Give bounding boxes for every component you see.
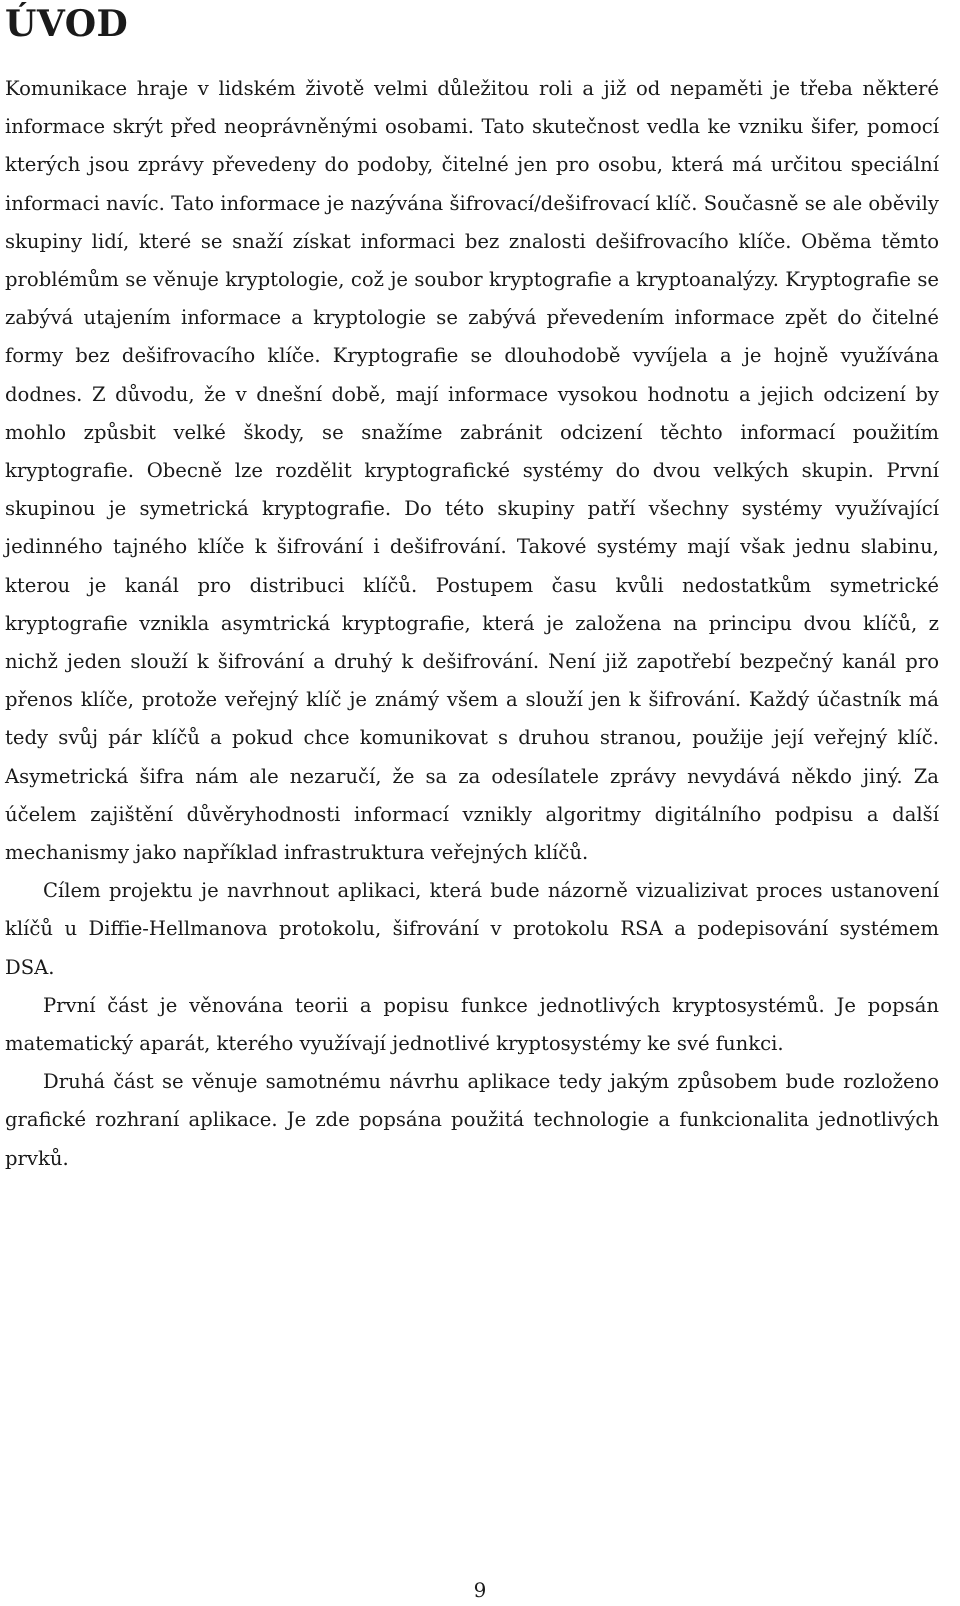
paragraph-part-one: První část je věnována teorii a popisu funkce jednotlivých kryptosystémů. Je popsán matematický aparát, kterého využívají jednotlivé kryptosystémy ke své funkci. <box>5 993 939 1056</box>
page-number: 9 <box>473 1578 487 1602</box>
paragraph-part-two: Druhá část se věnuje samotnému návrhu aplikace tedy jakým způsobem bude rozloženo grafické rozhraní aplikace. Je zde popsána použitá technologie a funkcionalita jednotlivých prvků. <box>5 1070 939 1170</box>
paragraph-goal: Cílem projektu je navrhnout aplikaci, která bude názorně vizualizivat proces ustanovení klíčů u Diffie-Hellmanova protokolu, šifrování v protokolu RSA a podepisování systémem DSA. <box>5 879 939 979</box>
section-heading: ÚVOD <box>5 3 129 45</box>
paragraph-intro: Komunikace hraje v lidském životě velmi důležitou roli a již od nepaměti je třeba některé informace skrýt před neoprávněnými osobami. Tato skutečnost vedla ke vzniku šifer, pomocí kterých jsou zprávy převedeny do podoby, čitelné jen pro osobu, která má určitou speciální informaci navíc. Tato informace je nazývána šifrovací/dešifrovací klíč. Současně se ale oběvily skupiny lidí, které se snaží získat informaci bez znalosti dešifrovacího klíče. Oběma těmto problémům se věnuje kryptologie, což je soubor kryptografie a kryptoanalýzy. Kryptografie se zabývá utajením informace a kryptologie se zabývá převedením informace zpět do čitelné formy bez dešifrovacího klíče. Kryptografie se dlouhodobě vyvíjela a je hojně využívána dodnes. Z důvodu, že v dnešní době, mají informace vysokou hodnotu a jejich odcizení by mohlo způsbit velké škody, se snažíme zabránit odcizení těchto informací použitím kryptografie. Obecně lze rozdělit kryptografické systémy do dvou velkých skupin. První skupinou je symetrická kryptografie. Do této skupiny patří všechny systémy využívající jedinného tajného klíče k šifrování i dešifrování. Takové systémy mají však jednu slabinu, kterou je kanál pro distribuci klíčů. Postupem času kvůli nedostatkům symetrické kryptografie vznikla asymtrická kryptografie, která je založena na principu dvou klíčů, z nichž jeden slouží k šifrování a druhý k dešifrování. Není již zapotřebí bezpečný kanál pro přenos klíče, protože veřejný klíč je známý všem a slouží jen k šifrování. Každý účastník má tedy svůj pár klíčů a pokud chce komunikovat s druhou stranou, použije její veřejný klíč. Asymetrická šifra nám ale nezaručí, že sa za odesílatele zprávy nevydává někdo jiný. Za účelem zajištění důvěryhodnosti informací vznikly algoritmy digitálního podpisu a další mechanismy jako například infrastruktura veřejných klíčů. <box>5 77 939 865</box>
document-page <box>5 0 939 1178</box>
